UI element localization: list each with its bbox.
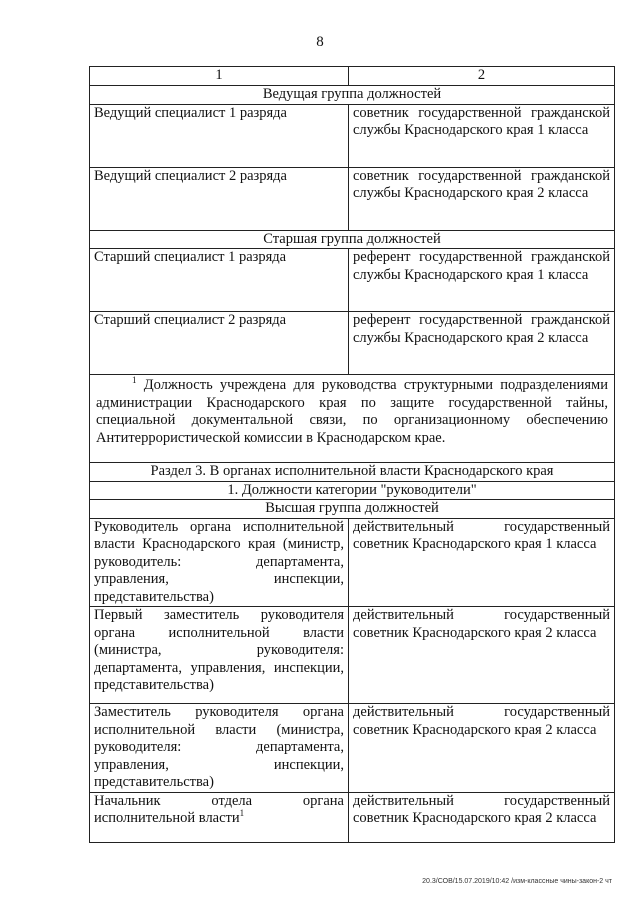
table-row [90, 104, 615, 167]
position-cell [90, 792, 349, 842]
rank-cell: советник государственной гражданской службы Краснодарского края 1 класса [349, 104, 615, 167]
ranks-table [89, 66, 615, 843]
column-header-2: 2 [349, 67, 615, 86]
group-title-leading: Ведущая группа должностей [90, 86, 615, 105]
group-title-senior: Старшая группа должностей [90, 230, 615, 249]
position-cell: Первый заместитель руководителя органа исполнительной власти (министра, руководителя: департамента, управления, инспекции, представительства) [90, 607, 349, 704]
rank-cell: действительный государственный советник Краснодарского края 2 класса [349, 704, 615, 793]
footnote-marker: 1 [132, 375, 137, 386]
position-cell: Ведущий специалист 1 разряда [90, 104, 349, 167]
rank-cell: советник государственной гражданской службы Краснодарского края 2 класса [349, 167, 615, 230]
rank-cell: референт государственной гражданской службы Краснодарского края 1 класса [349, 249, 615, 312]
table-row [90, 704, 615, 793]
footnote [90, 375, 615, 463]
rank-cell: действительный государственный советник Краснодарского края 2 класса [349, 607, 615, 704]
table-row [90, 167, 615, 230]
group-title-highest: Высшая группа должностей [90, 500, 615, 519]
rank-cell: действительный государственный советник Краснодарского края 1 класса [349, 518, 615, 607]
table-row [90, 312, 615, 375]
category-title: 1. Должности категории "руководители" [90, 481, 615, 500]
rank-cell: действительный государственный советник Краснодарского края 2 класса [349, 792, 615, 842]
page-number: 8 [316, 34, 324, 50]
column-header-1: 1 [90, 67, 349, 86]
position-cell: Руководитель органа исполнительной власти Краснодарского края (министр, руководитель: департамента, управления, инспекции, представительства) [90, 518, 349, 607]
rank-cell: референт государственной гражданской службы Краснодарского края 2 класса [349, 312, 615, 375]
table-header-row [90, 67, 615, 86]
position-cell: Старший специалист 1 разряда [90, 249, 349, 312]
table-row [90, 792, 615, 842]
position-text: Начальник отдела органа исполнительной власти [94, 792, 344, 826]
footnote-text: Должность учреждена для руководства структурными подразделениями администрации Краснодарского края по защите государственной тайны, специальной документальной связи, по организационному обеспечению Антитеррористической комиссии в Краснодарском крае. [96, 377, 608, 446]
footer-stamp: 20.3/СОВ/15.07.2019/10:42 /изм-классные чины-закон-2 чт [422, 878, 612, 885]
section-title: Раздел 3. В органах исполнительной власти Краснодарского края [90, 463, 615, 482]
position-cell: Ведущий специалист 2 разряда [90, 167, 349, 230]
table-row [90, 607, 615, 704]
table-row [90, 518, 615, 607]
position-cell: Старший специалист 2 разряда [90, 312, 349, 375]
footnote-ref: 1 [239, 808, 245, 819]
position-cell: Заместитель руководителя органа исполнительной власти (министра, руководителя: департамента, управления, инспекции, представительства) [90, 704, 349, 793]
footnote-row [90, 375, 615, 463]
table-row [90, 249, 615, 312]
